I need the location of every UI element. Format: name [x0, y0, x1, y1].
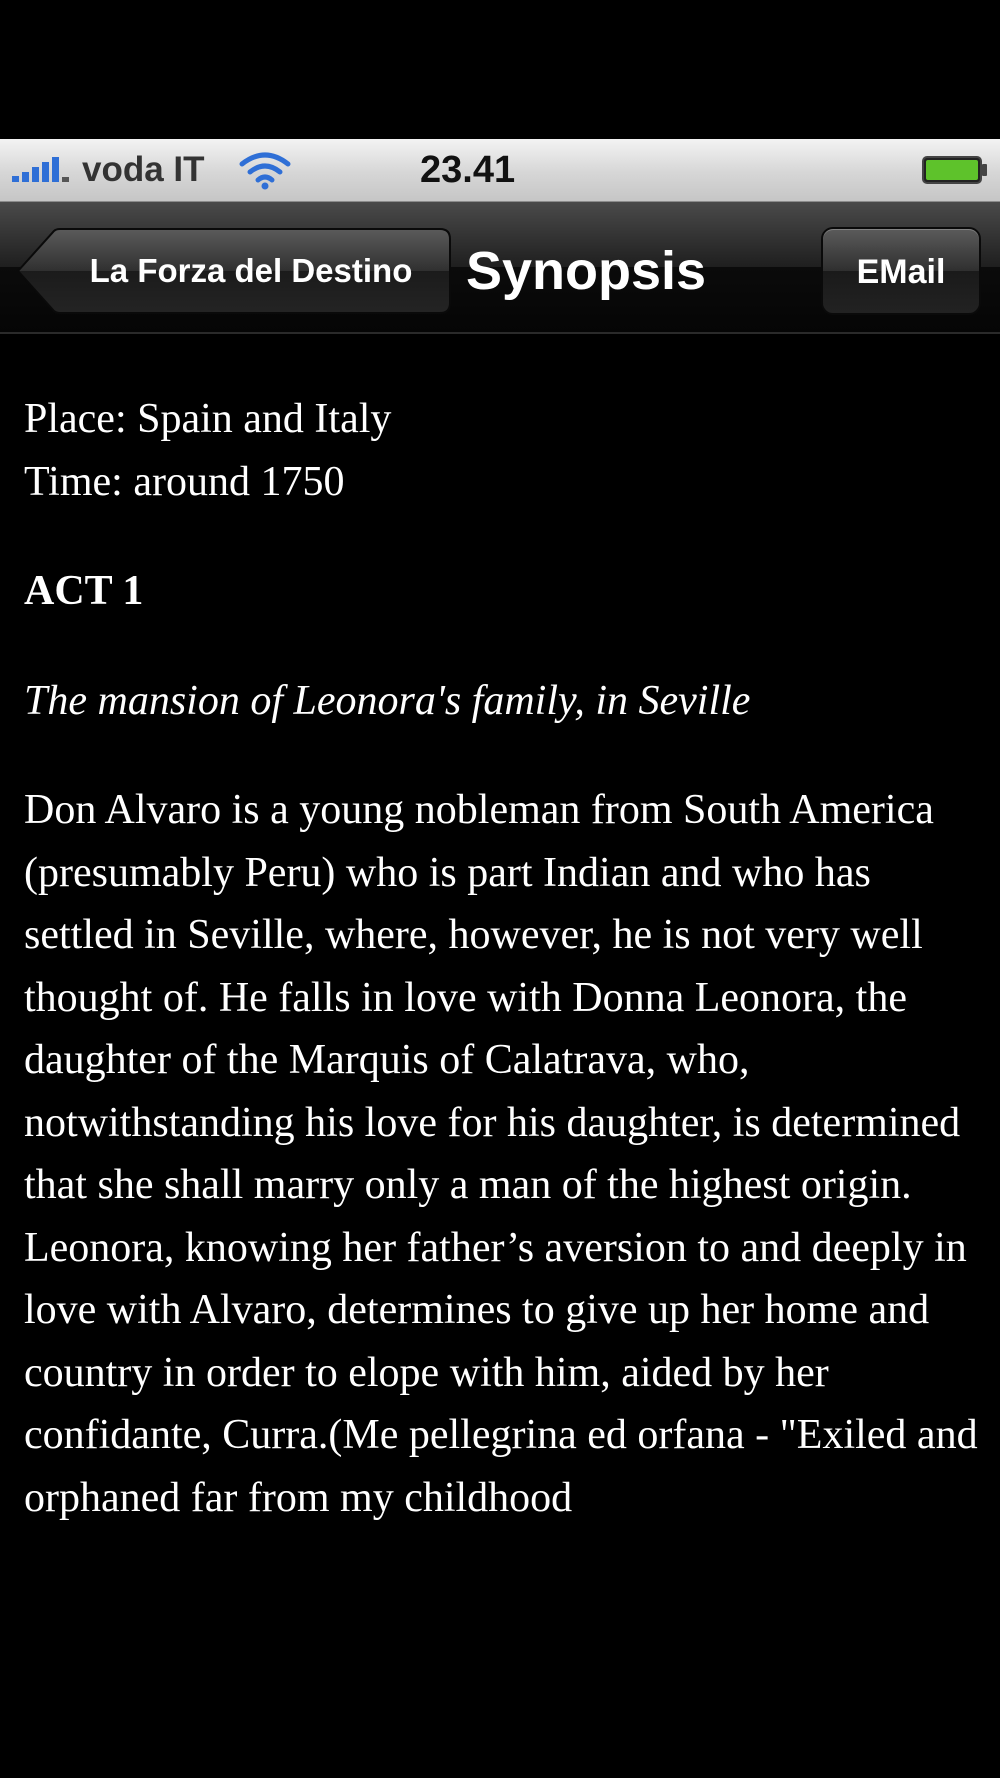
- email-button[interactable]: EMail: [821, 227, 981, 315]
- synopsis-body: Don Alvaro is a young nobleman from South America (presumably Peru) who is part Indian and who has settled in Seville, where, however, he is not very well thought of. He falls in love with Donna Leonora, the daughter of the Marquis of Calatrava, who, notwithstanding his love for his daughter, is determined that she shall marry only a man of the highest origin. Leonora, knowing her father’s aversion to and deeply in love with Alvaro, determines to give up her home and country in order to elope with him, aided by her confidante, Curra.(Me pellegrina ed orfana - "Exiled and orphaned far from my childhood: [24, 787, 978, 1521]
- synopsis-content[interactable]: [24, 388, 984, 1630]
- act-heading: ACT 1: [24, 568, 144, 614]
- scene-description: The mansion of Leonora's family, in Seville: [24, 677, 751, 724]
- battery-icon: [922, 154, 988, 186]
- back-button-label: La Forza del Destino: [89, 252, 413, 289]
- synopsis-place: Place: Spain and Italy: [24, 396, 392, 442]
- back-button[interactable]: [16, 227, 452, 315]
- status-time: 23.41: [420, 149, 516, 191]
- page-title: Synopsis: [466, 241, 707, 301]
- wifi-icon: [238, 152, 292, 190]
- carrier-name: voda IT: [82, 150, 205, 189]
- synopsis-time: Time: around 1750: [24, 458, 345, 505]
- signal-strength-icon: [12, 154, 72, 184]
